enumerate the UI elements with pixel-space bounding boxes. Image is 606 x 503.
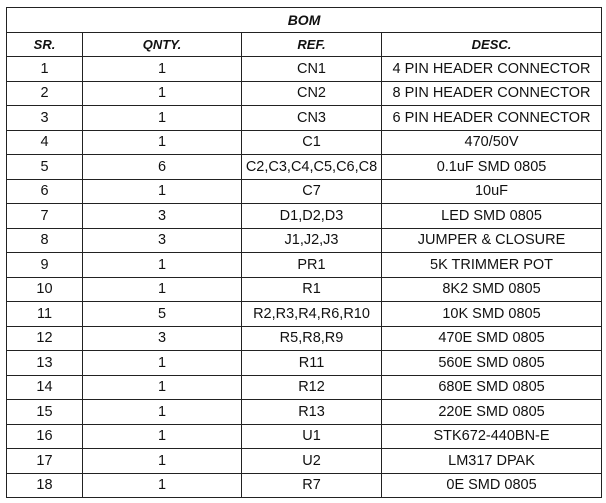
cell-sr: 6 — [7, 179, 83, 204]
cell-sr: 4 — [7, 130, 83, 155]
table-row — [7, 179, 602, 204]
cell-desc: 470E SMD 0805 — [382, 326, 602, 351]
cell-qty: 1 — [83, 277, 242, 302]
table-row — [7, 302, 602, 327]
bom-title-row — [7, 8, 602, 33]
cell-qty: 6 — [83, 155, 242, 180]
cell-desc: 5K TRIMMER POT — [382, 253, 602, 278]
cell-ref: D1,D2,D3 — [242, 204, 382, 229]
cell-qty: 1 — [83, 424, 242, 449]
cell-ref: C2,C3,C4,C5,C6,C8 — [242, 155, 382, 180]
cell-qty: 1 — [83, 473, 242, 498]
cell-ref: CN3 — [242, 106, 382, 131]
cell-ref: CN2 — [242, 81, 382, 106]
table-row — [7, 326, 602, 351]
table-row — [7, 473, 602, 498]
cell-ref: PR1 — [242, 253, 382, 278]
cell-sr: 13 — [7, 351, 83, 376]
cell-sr: 14 — [7, 375, 83, 400]
cell-sr: 3 — [7, 106, 83, 131]
cell-qty: 1 — [83, 106, 242, 131]
cell-sr: 8 — [7, 228, 83, 253]
cell-ref: R12 — [242, 375, 382, 400]
cell-desc: 8K2 SMD 0805 — [382, 277, 602, 302]
cell-qty: 1 — [83, 130, 242, 155]
cell-desc: 0.1uF SMD 0805 — [382, 155, 602, 180]
table-row — [7, 106, 602, 131]
cell-ref: R13 — [242, 400, 382, 425]
cell-sr: 5 — [7, 155, 83, 180]
cell-desc: 4 PIN HEADER CONNECTOR — [382, 57, 602, 82]
cell-qty: 1 — [83, 449, 242, 474]
cell-qty: 1 — [83, 375, 242, 400]
cell-sr: 11 — [7, 302, 83, 327]
cell-desc: 6 PIN HEADER CONNECTOR — [382, 106, 602, 131]
cell-sr: 17 — [7, 449, 83, 474]
table-row — [7, 81, 602, 106]
cell-qty: 3 — [83, 204, 242, 229]
cell-desc: 470/50V — [382, 130, 602, 155]
cell-desc: LED SMD 0805 — [382, 204, 602, 229]
table-row — [7, 253, 602, 278]
cell-desc: 10K SMD 0805 — [382, 302, 602, 327]
cell-ref: CN1 — [242, 57, 382, 82]
cell-ref: U1 — [242, 424, 382, 449]
cell-ref: C7 — [242, 179, 382, 204]
cell-qty: 5 — [83, 302, 242, 327]
cell-sr: 9 — [7, 253, 83, 278]
cell-ref: C1 — [242, 130, 382, 155]
bom-table — [6, 7, 602, 498]
table-row — [7, 375, 602, 400]
cell-ref: R5,R8,R9 — [242, 326, 382, 351]
table-row — [7, 424, 602, 449]
cell-desc: 220E SMD 0805 — [382, 400, 602, 425]
cell-qty: 1 — [83, 179, 242, 204]
table-row — [7, 228, 602, 253]
cell-ref: R11 — [242, 351, 382, 376]
cell-ref: U2 — [242, 449, 382, 474]
cell-qty: 1 — [83, 351, 242, 376]
cell-qty: 1 — [83, 400, 242, 425]
cell-sr: 7 — [7, 204, 83, 229]
cell-desc: 0E SMD 0805 — [382, 473, 602, 498]
column-header-qty: QNTY. — [83, 32, 242, 57]
bom-header-row — [7, 32, 602, 57]
cell-sr: 18 — [7, 473, 83, 498]
cell-sr: 2 — [7, 81, 83, 106]
bom-title: BOM — [7, 8, 602, 33]
column-header-sr: SR. — [7, 32, 83, 57]
cell-desc: 560E SMD 0805 — [382, 351, 602, 376]
cell-desc: LM317 DPAK — [382, 449, 602, 474]
cell-sr: 10 — [7, 277, 83, 302]
table-row — [7, 130, 602, 155]
column-header-ref: REF. — [242, 32, 382, 57]
cell-sr: 15 — [7, 400, 83, 425]
cell-qty: 3 — [83, 326, 242, 351]
table-row — [7, 400, 602, 425]
table-row — [7, 449, 602, 474]
cell-ref: R1 — [242, 277, 382, 302]
table-row — [7, 155, 602, 180]
cell-desc: 680E SMD 0805 — [382, 375, 602, 400]
cell-sr: 16 — [7, 424, 83, 449]
cell-desc: JUMPER & CLOSURE — [382, 228, 602, 253]
cell-ref: R2,R3,R4,R6,R10 — [242, 302, 382, 327]
table-row — [7, 277, 602, 302]
cell-qty: 1 — [83, 81, 242, 106]
cell-sr: 12 — [7, 326, 83, 351]
cell-desc: 10uF — [382, 179, 602, 204]
column-header-desc: DESC. — [382, 32, 602, 57]
cell-qty: 3 — [83, 228, 242, 253]
table-row — [7, 57, 602, 82]
cell-desc: 8 PIN HEADER CONNECTOR — [382, 81, 602, 106]
cell-qty: 1 — [83, 57, 242, 82]
cell-desc: STK672-440BN-E — [382, 424, 602, 449]
table-row — [7, 351, 602, 376]
cell-sr: 1 — [7, 57, 83, 82]
cell-qty: 1 — [83, 253, 242, 278]
cell-ref: R7 — [242, 473, 382, 498]
cell-ref: J1,J2,J3 — [242, 228, 382, 253]
table-row — [7, 204, 602, 229]
